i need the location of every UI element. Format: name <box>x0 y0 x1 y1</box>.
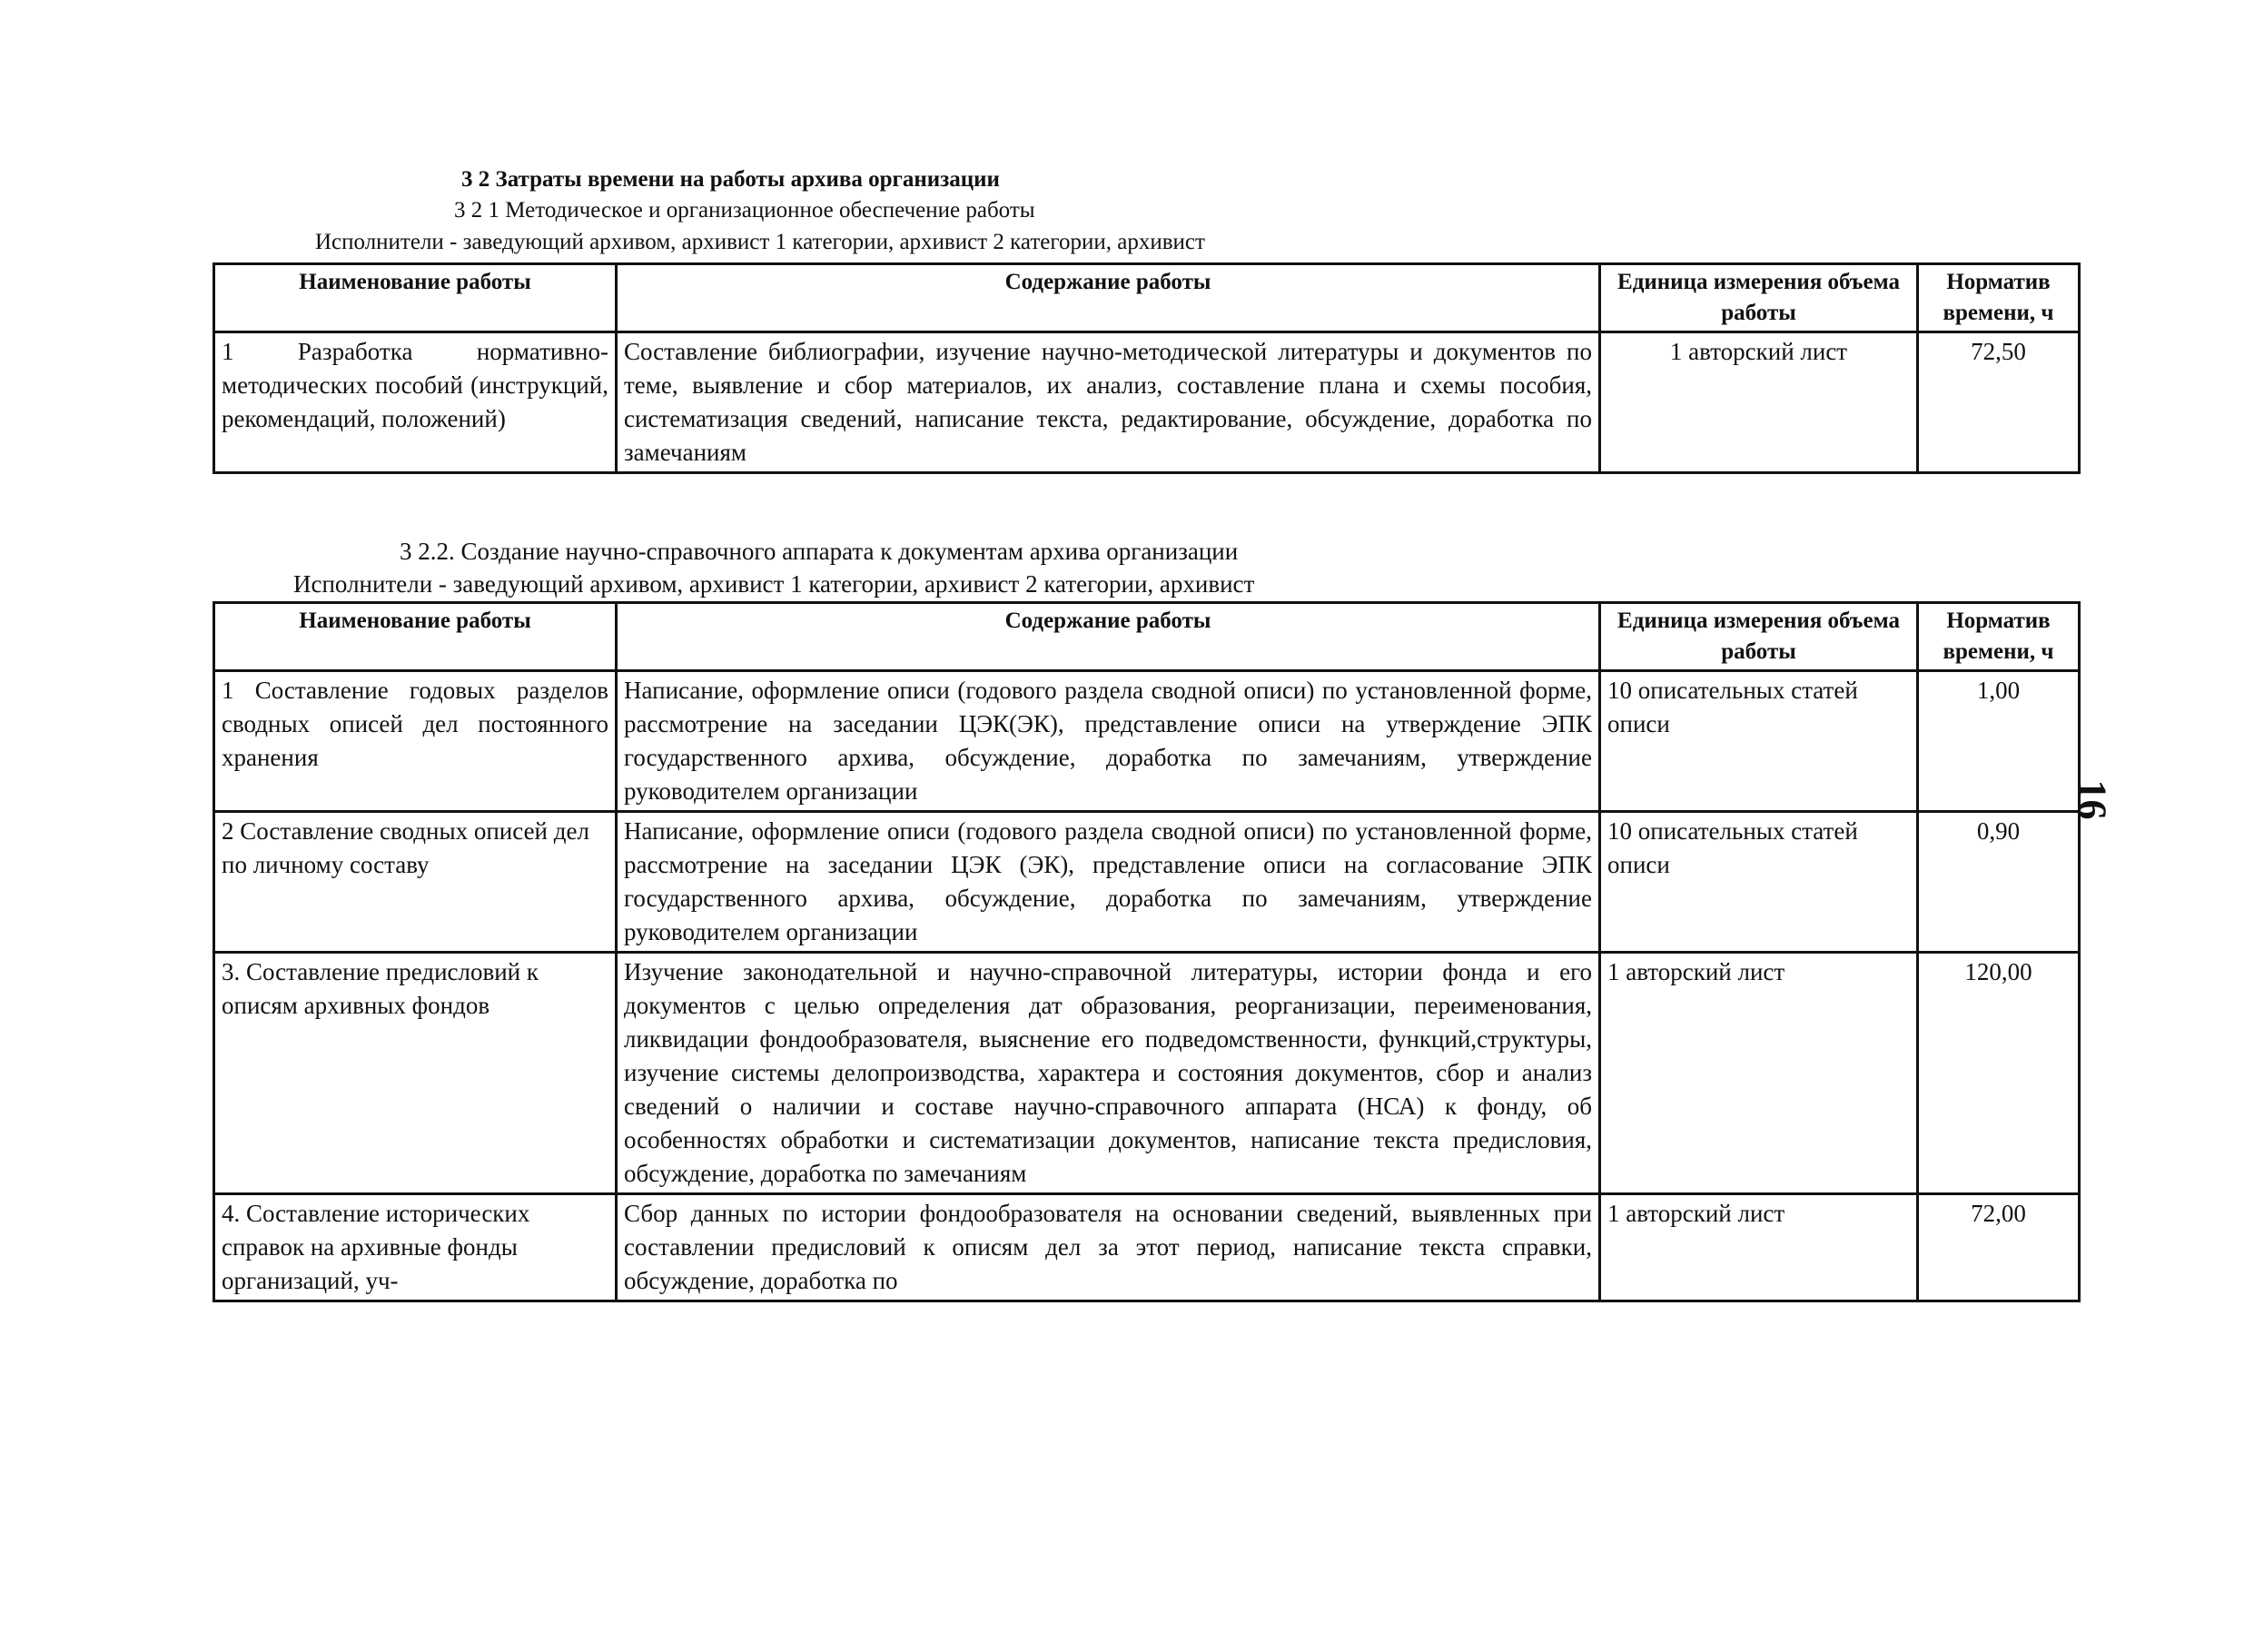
cell-norm: 72,50 <box>1918 332 2080 473</box>
table-header-row <box>214 264 2080 332</box>
executors-line-2: Исполнители - заведующий архивом, архивист 1 категории, архивист 2 категории, архивист <box>293 570 1255 598</box>
header-unit: Единица измерения объема работы <box>1600 264 1918 332</box>
cell-content: Составление библиографии, изучение научно-методической литературы и документов по теме, выявление и сбор материалов, их анализ, составление плана и схемы пособия, систематизация сведений, написание текста, редактирование, обсуждение, доработка по замечаниям <box>617 332 1600 473</box>
header-name: Наименование работы <box>214 264 617 332</box>
cell-norm: 0,90 <box>1918 812 2080 953</box>
header-norm: Норматив времени, ч <box>1918 603 2080 671</box>
cell-unit: 1 авторский лист <box>1600 1194 1918 1301</box>
header-content: Содержание работы <box>617 603 1600 671</box>
subsection-heading-1: 3 2 1 Методическое и организационное обеспечение работы <box>454 198 1035 223</box>
table-header-row <box>214 603 2080 671</box>
table-row <box>214 332 2080 473</box>
cell-content: Написание, оформление описи (годового раздела сводной описи) по установленной форме, рассмотрение на заседании ЦЭК (ЭК), представление описи на согласование ЭПК государственного архива, обсуждение, доработка по замечаниям, утверждение руководителем организации <box>617 812 1600 953</box>
cell-content: Изучение законодательной и научно-справочной литературы, истории фонда и его документов с целью определения дат образования, реорганизации, переименования, ликвидации фондообразователя, выяснение его подведомственности, функций,структуры, изучение системы делопроизводства, характера и состояния документов, сбор и анализ сведений о наличии и составе научно-справочного аппарата (НСА) к фонду, об особенностях обработки и систематизации документов, написание текста предисловия, обсуждение, доработка по замечаниям <box>617 953 1600 1194</box>
cell-norm: 72,00 <box>1918 1194 2080 1301</box>
table-row <box>214 1194 2080 1301</box>
page-number: 16 <box>2070 779 2115 820</box>
header-norm: Норматив времени, ч <box>1918 264 2080 332</box>
cell-norm: 120,00 <box>1918 953 2080 1194</box>
header-name: Наименование работы <box>214 603 617 671</box>
cell-name: 2 Составление сводных описей дел по личному составу <box>214 812 617 953</box>
cell-unit: 1 авторский лист <box>1600 953 1918 1194</box>
table-reference-apparatus <box>213 601 2081 1302</box>
table-row <box>214 953 2080 1194</box>
cell-content: Сбор данных по истории фондообразователя на основании сведений, выявленных при составлении предисловий к описям дел за этот период, написание текста справки, обсуждение, доработка по <box>617 1194 1600 1301</box>
cell-unit: 10 описательных статей описи <box>1600 812 1918 953</box>
subsection-heading-2: 3 2.2. Создание научно-справочного аппарата к документам архива организации <box>400 538 1239 565</box>
executors-line-1: Исполнители - заведующий архивом, архивист 1 категории, архивист 2 категории, архивист <box>315 230 1205 254</box>
cell-content: Написание, оформление описи (годового раздела сводной описи) по установленной форме, рассмотрение на заседании ЦЭК(ЭК), представление описи на утверждение ЭПК государственного архива, обсуждение, доработка по замечаниям, утверждение руководителем организации <box>617 671 1600 812</box>
table-methodical-work <box>213 262 2081 474</box>
table-row <box>214 812 2080 953</box>
cell-name: 4. Составление исторических справок на архивные фонды организаций, уч- <box>214 1194 617 1301</box>
header-content: Содержание работы <box>617 264 1600 332</box>
cell-name: 1 Составление годовых разделов сводных описей дел постоянного хранения <box>214 671 617 812</box>
header-unit: Единица измерения объема работы <box>1600 603 1918 671</box>
section-heading: 3 2 Затраты времени на работы архива организации <box>461 167 1000 192</box>
cell-unit: 10 описательных статей описи <box>1600 671 1918 812</box>
cell-norm: 1,00 <box>1918 671 2080 812</box>
cell-unit: 1 авторский лист <box>1600 332 1918 473</box>
cell-name: 1 Разработка нормативно-методических пособий (инструкций, рекомендаций, положений) <box>214 332 617 473</box>
cell-name: 3. Составление предисловий к описям архивных фондов <box>214 953 617 1194</box>
table-row <box>214 671 2080 812</box>
